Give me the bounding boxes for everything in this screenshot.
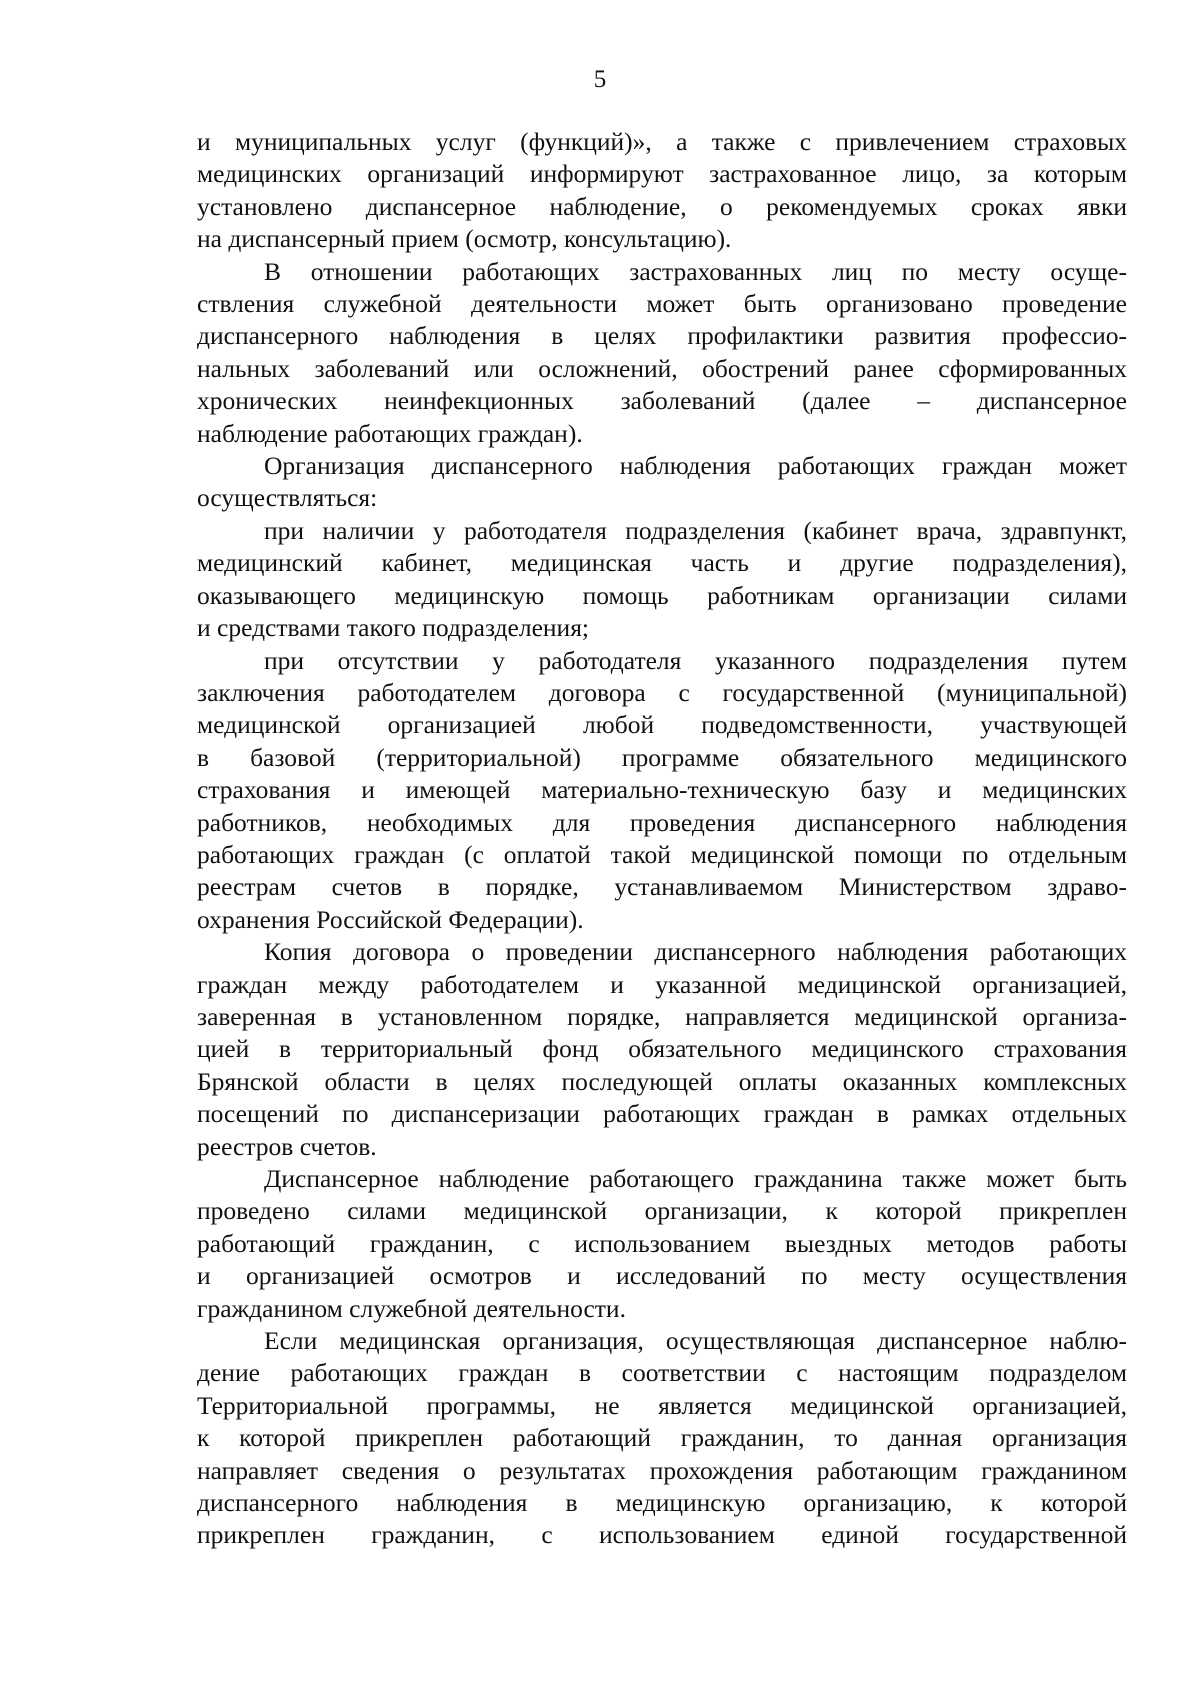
text-line: В отношении работающих застрахованных лиц по месту осуще- xyxy=(264,256,1127,286)
text-line: и средствами такого подразделения; xyxy=(197,613,590,643)
text-line: проведено силами медицинской организации, к которой прикреплен xyxy=(197,1196,1127,1226)
text-line: Копия договора о проведении диспансерного наблюдения работающих xyxy=(264,937,1127,967)
paragraph xyxy=(197,645,1127,937)
text-line: медицинской организацией любой подведомственности, участвующей xyxy=(197,710,1127,740)
page-number: 5 xyxy=(593,66,607,93)
paragraph xyxy=(197,450,1127,515)
text-line: страхования и имеющей материально-техническую базу и медицинских xyxy=(197,775,1127,805)
paragraph xyxy=(197,515,1127,645)
paragraph xyxy=(197,1325,1127,1552)
text-line: заверенная в установленном порядке, направляется медицинской организа- xyxy=(197,1001,1127,1031)
document-body xyxy=(197,126,1127,1552)
text-line: Диспансерное наблюдение работающего гражданина также может быть xyxy=(264,1164,1127,1193)
text-line: медицинский кабинет, медицинская часть и другие подразделения), xyxy=(197,548,1127,578)
text-line: Если медицинская организация, осуществляющая диспансерное наблю- xyxy=(264,1326,1127,1356)
text-line: в базовой (территориальной) программе обязательного медицинского xyxy=(197,742,1127,772)
text-line: медицинских организаций информируют застрахованное лицо, за которым xyxy=(197,159,1127,189)
text-line: при отсутствии у работодателя указанного подразделения путем xyxy=(264,645,1127,675)
text-line: гражданином служебной деятельности. xyxy=(197,1293,626,1323)
text-line: установлено диспансерное наблюдение, о рекомендуемых сроках явки xyxy=(197,191,1127,221)
text-line: при наличии у работодателя подразделения (кабинет врача, здравпункт, xyxy=(264,515,1127,545)
paragraph xyxy=(197,1163,1127,1325)
text-line: работающих граждан (с оплатой такой медицинской помощи по отдельным xyxy=(197,839,1127,869)
text-line: к которой прикреплен работающий гражданин, то данная организация xyxy=(197,1423,1127,1453)
text-line: и муниципальных услуг (функций)», а также с привлечением страховых xyxy=(197,127,1127,156)
text-line: работающий гражданин, с использованием выездных методов работы xyxy=(197,1228,1127,1258)
text-line: направляет сведения о результатах прохождения работающим гражданином xyxy=(197,1455,1127,1485)
text-line: реестров счетов. xyxy=(197,1131,377,1161)
text-line: дение работающих граждан в соответствии с настоящим подразделом xyxy=(197,1358,1127,1388)
text-line: заключения работодателем договора с государственной (муниципальной) xyxy=(197,677,1127,707)
paragraph xyxy=(197,936,1127,1163)
text-line: реестрам счетов в порядке, устанавливаемом Министерством здраво- xyxy=(197,872,1127,902)
text-line: диспансерного наблюдения в целях профилактики развития профессио- xyxy=(197,321,1127,351)
text-line: на диспансерный прием (осмотр, консультацию). xyxy=(197,224,732,254)
text-line: Брянской области в целях последующей оплаты оказанных комплексных xyxy=(197,1066,1127,1096)
text-line: и организацией осмотров и исследований по месту осуществления xyxy=(197,1261,1127,1291)
text-line: цией в территориальный фонд обязательного медицинского страхования xyxy=(197,1034,1127,1064)
text-line: Территориальной программы, не является медицинской организацией, xyxy=(197,1390,1127,1420)
text-line: посещений по диспансеризации работающих граждан в рамках отдельных xyxy=(197,1099,1127,1129)
text-line: нальных заболеваний или осложнений, обострений ранее сформированных xyxy=(197,353,1127,383)
text-line: прикреплен гражданин, с использованием единой государственной xyxy=(197,1520,1127,1550)
text-line: наблюдение работающих граждан). xyxy=(197,418,583,448)
text-line: осуществляться: xyxy=(197,483,378,513)
text-line: диспансерного наблюдения в медицинскую организацию, к которой xyxy=(197,1488,1127,1518)
text-line: хронических неинфекционных заболеваний (далее – диспансерное xyxy=(197,386,1127,416)
text-line: ствления служебной деятельности может быть организовано проведение xyxy=(197,289,1127,319)
text-line: Организация диспансерного наблюдения работающих граждан может xyxy=(264,451,1127,481)
paragraph xyxy=(197,126,1127,256)
text-line: работников, необходимых для проведения диспансерного наблюдения xyxy=(197,807,1127,837)
paragraph xyxy=(197,256,1127,450)
text-line: граждан между работодателем и указанной медицинской организацией, xyxy=(197,969,1127,999)
text-line: оказывающего медицинскую помощь работникам организации силами xyxy=(197,580,1127,610)
text-line: охранения Российской Федерации). xyxy=(197,904,584,934)
